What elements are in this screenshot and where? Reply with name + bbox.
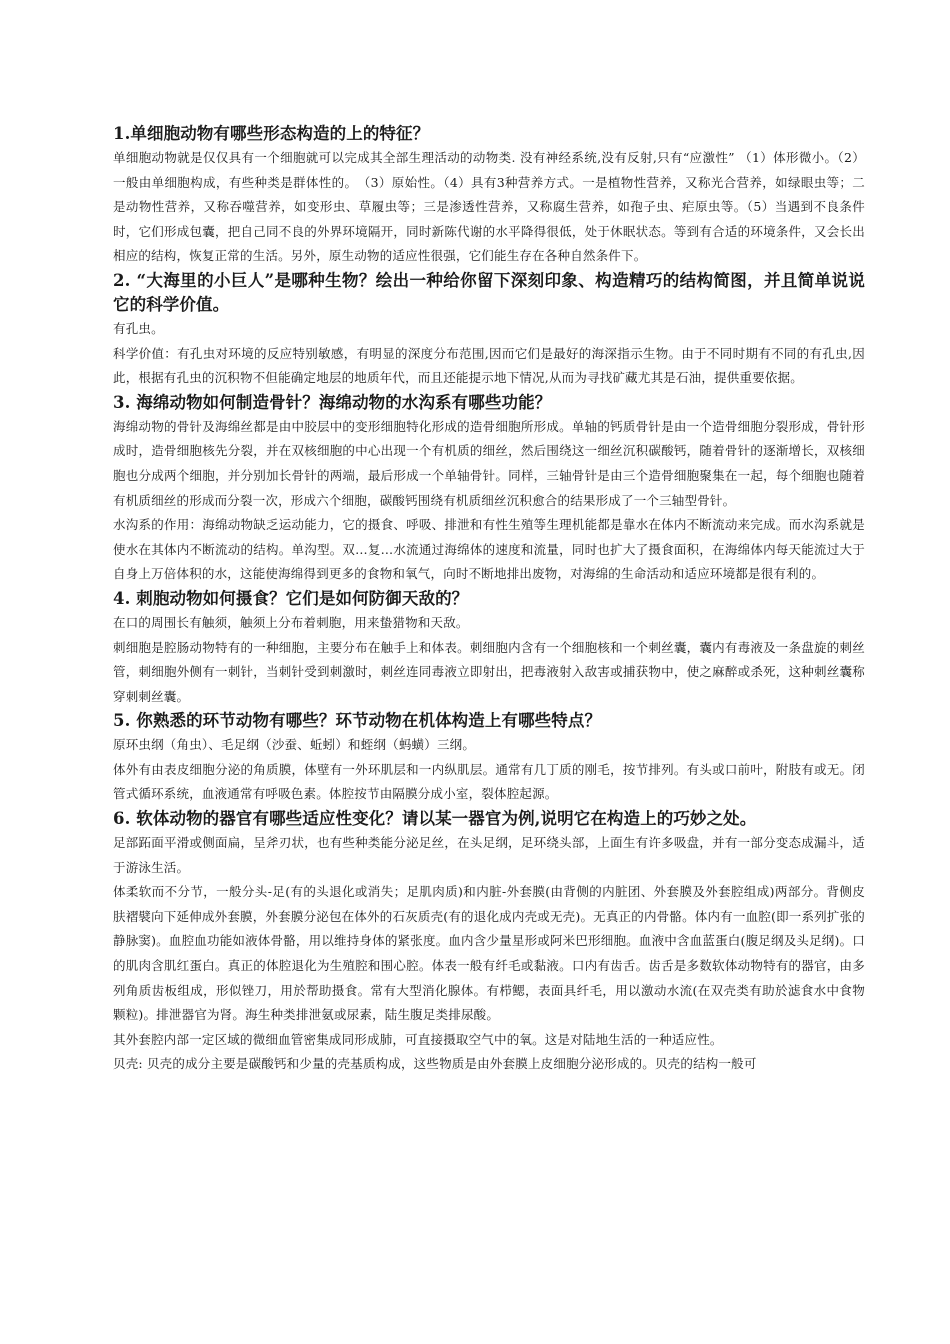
question-heading: 4. 刺胞动物如何摄食？它们是如何防御天敌的？ [113,588,469,608]
answer-paragraph: 其外套腔内部一定区域的微细血管密集成同形成肺，可直接摄取空气中的氧。这是对陆地生活的一种适应性。 [113,1031,723,1047]
answer-paragraph: 单细胞动物就是仅仅具有一个细胞就可以完成其全部生理活动的动物类. 没有神经系统,没有反射,只有“应激性” （1）体形微小。（2）一般由单细胞构成，有些种类是群体性的。 （3）原始性。（4）具有3种营养方式。一是植物性营养，又称光合营养，如绿眼虫等；二是动物性营养，又称吞噬营养，如变形虫、草履虫等；三是渗透性营养，又称腐生营养，如孢子虫、疟原虫等。（5）当遇到不良条件时，它们形成包囊，把自己同不良的外界环境隔开，同时新陈代谢的水平降得很低，处于休眠状态。等到有合适的环境条件，又会长出相应的结构，恢复正常的生活。另外，原生动物的适应性很强，它们能生存在各种自然条件下。 [113,150,865,264]
section-4 [113,587,865,709]
document-page [113,122,865,1077]
answer-paragraph: 水沟系的作用：海绵动物缺乏运动能力，它的摄食、呼吸、排泄和有性生殖等生理机能都是靠水在体内不断流动来完成。而水沟系就是使水在其体内不断流动的结构。单沟型。双…复…水流通过海绵体的速度和流量，同时也扩大了摄食面积，在海绵体内每天能流过大于自身上万倍体积的水，这能使海绵得到更多的食物和氧气，向时不断地排出废物，对海绵的生命活动和适应环境都是很有利的。 [113,517,865,582]
answer-paragraph: 海绵动物的骨针及海绵丝都是由中胶层中的变形细胞特化形成的造骨细胞所形成。单轴的钙质骨针是由一个造骨细胞分裂形成，骨针形成时，造骨细胞核先分裂，并在双核细胞的中心出现一个有机质的细丝，然后围绕这一细丝沉积碳酸钙，随着骨针的逐渐增长，双核细胞也分成两个细胞，并分别加长骨针的两端，最后形成一个单轴骨针。同样，三轴骨针是由三个造骨细胞聚集在一起，每个细胞也随着有机质细丝的形成而分裂一次，形成六个细胞，碳酸钙围绕有机质细丝沉积愈合的结果形成了一个三轴型骨针。 [113,418,865,508]
question-heading: 5. 你熟悉的环节动物有哪些？环节动物在机体构造上有哪些特点？ [113,711,602,731]
section-3 [113,391,865,587]
answer-paragraph: 原环虫纲（角虫）、毛足纲（沙蚕、蚯蚓）和蛭纲（蚂蟥）三纲。 [113,737,476,753]
question-heading: 1.单细胞动物有哪些形态构造的上的特征？ [113,124,430,143]
question-heading: 2. “大海里的小巨人”是哪种生物？绘出一种给你留下深刻印象、构造精巧的结构简图，并且简单说说它的科学价值。 [113,270,865,314]
answer-paragraph: 刺细胞是腔肠动物特有的一种细胞，主要分布在触手上和体表。刺细胞内含有一个细胞核和一个刺丝囊，囊内有毒液及一条盘旋的刺丝管，刺细胞外侧有一刺针，当刺针受到刺激时，刺丝连同毒液立即射出，把毒液射入敌害或捕获物中，使之麻醉或杀死，这种刺丝囊称穿刺刺丝囊。 [113,639,865,704]
answer-paragraph: 科学价值：有孔虫对环境的反应特别敏感，有明显的深度分布范围,因而它们是最好的海深指示生物。由于不同时期有不同的有孔虫,因此，根据有孔虫的沉积物不但能确定地层的地质年代，而且还能提示地下情况,从而为寻找矿藏尤其是石油，提供重要依据。 [113,345,865,386]
section-6 [113,807,865,1077]
answer-paragraph: 体柔软而不分节，一般分头-足(有的头退化或消失；足肌肉质)和内脏-外套膜(由背侧的内脏团、外套膜及外套腔组成)两部分。背侧皮肤褶襞向下延伸成外套膜，外套膜分泌包在体外的石灰质壳(有的退化成内壳或无壳)。无真正的内骨骼。体内有一血腔(即一系列扩张的静脉窦)。血腔血功能如液体骨骼，用以维持身体的紧张度。血内含少量星形或阿米巴形细胞。血液中含血蓝蛋白(腹足纲及头足纲)。口的肌肉含肌红蛋白。真正的体腔退化为生殖腔和围心腔。体表一般有纤毛或黏液。口内有齿舌。齿舌是多数软体动物特有的器官，由多列角质齿板组成，形似锉刀，用於帮助摄食。常有大型消化腺体。有栉鳃，表面具纤毛，用以激动水流(在双壳类有助於滤食水中食物颗粒)。排泄器官为肾。海生种类排泄氨或尿素，陆生腹足类排尿酸。 [113,884,865,1023]
section-5 [113,709,865,807]
section-1 [113,122,865,269]
section-2 [113,269,865,391]
answer-paragraph: 体外有由表皮细胞分泌的角质膜，体壁有一外环肌层和一内纵肌层。通常有几丁质的刚毛，按节排列。有头或口前叶，附肢有或无。闭管式循环系统，血液通常有呼吸色素。体腔按节由隔膜分成小室，裂体腔起源。 [113,761,865,802]
question-heading: 6. 软体动物的器官有哪些适应性变化？请以某一器官为例,说明它在构造上的巧妙之处。 [113,809,757,829]
answer-paragraph: 足部跖面平滑或侧面扁，呈斧刃状，也有些种类能分泌足丝，在头足纲，足环绕头部，上面生有许多吸盘，并有一部分变态成漏斗，适于游泳生活。 [113,835,865,875]
question-heading: 3. 海绵动物如何制造骨针？海绵动物的水沟系有哪些功能？ [113,392,552,412]
answer-paragraph: 在口的周围长有触须，触须上分布着刺胞，用来蛰猎物和天敌。 [113,614,469,630]
answer-paragraph: 有孔虫。 [113,320,164,336]
answer-paragraph: 贝壳: 贝壳的成分主要是碳酸钙和少量的壳基质构成，这些物质是由外套膜上皮细胞分泌形成的。贝壳的结构一般可 [113,1056,757,1072]
